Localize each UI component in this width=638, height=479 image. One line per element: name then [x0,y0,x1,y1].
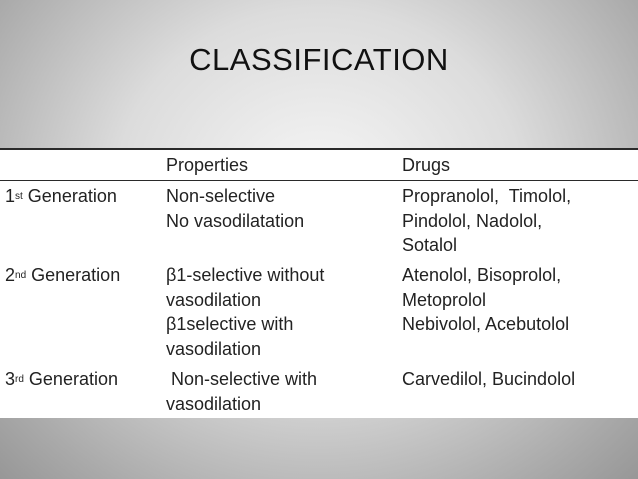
generation-label: 3rd Generation [5,369,118,389]
table-top-rule [0,148,638,150]
table-header-rule [0,180,638,181]
properties-cell: Non-selective with vasodilation [166,369,318,414]
generation-label: 1st Generation [5,186,117,206]
properties-cell: β1-selective without vasodilation β1selective with vasodilation [166,265,325,359]
slide-title: CLASSIFICATION [189,42,449,77]
drugs-cell: Carvedilol, Bucindolol [402,369,576,389]
header-properties: Properties [166,155,249,175]
drugs-cell: Propranolol, Timolol, Pindolol, Nadolol, Sotalol [402,186,572,255]
properties-cell: Non-selective No vasodilatation [166,186,305,231]
generation-label: 2nd Generation [5,265,121,285]
drugs-cell: Atenolol, Bisoprolol, Metoprolol Nebivolol, Acebutolol [402,265,570,334]
header-drugs: Drugs [402,155,451,175]
